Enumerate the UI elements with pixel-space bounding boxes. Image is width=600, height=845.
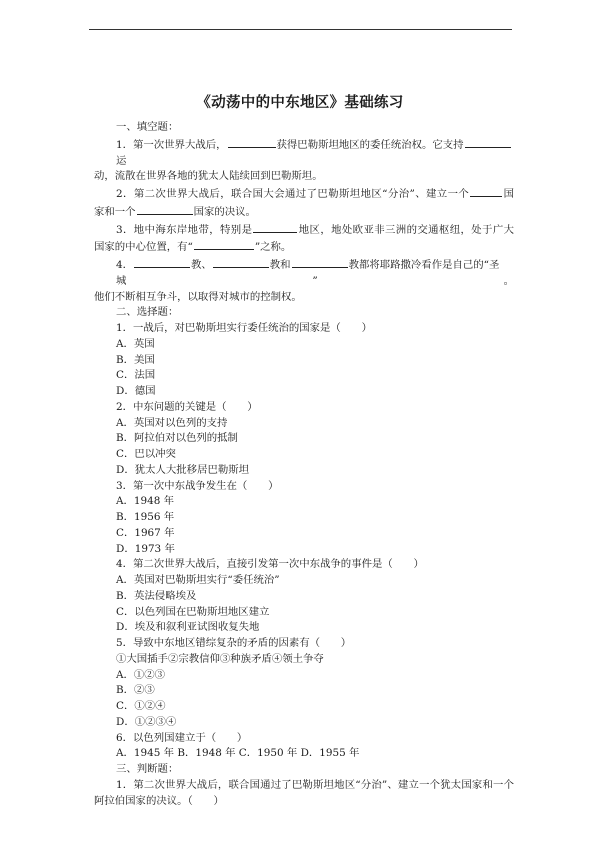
choice-option: A．英国对巴勒斯坦实行“委任统治” xyxy=(116,574,280,586)
answer-blank[interactable] xyxy=(137,203,193,215)
choice-option: A．英国对以色列的支持 xyxy=(116,416,228,429)
answer-blank[interactable] xyxy=(213,256,269,268)
header-rule xyxy=(89,29,512,30)
choice-option: B．②③ xyxy=(116,684,155,697)
choice-option: C．1967 年 xyxy=(116,526,175,539)
choice-question-5-stem: 5．导致中东地区错综复杂的矛盾的因素有（ ） xyxy=(116,637,352,649)
answer-blank[interactable] xyxy=(228,136,276,148)
choice-option: A．①②③ xyxy=(116,668,166,681)
section-heading-choice: 二、选择题： xyxy=(116,306,179,319)
choice-question-6-stem: 6．以色列国建立于（ ） xyxy=(116,731,248,744)
choice-option: B．阿拉伯对以色列的抵制 xyxy=(116,432,238,445)
choice-option: A．英国 xyxy=(116,337,155,350)
fill-question-4-line-2: 他们不断相互争斗，以取得对城市的控制权。 xyxy=(94,290,302,303)
answer-blank[interactable] xyxy=(253,221,297,233)
page-title: 《动荡中的中东地区》基础练习 xyxy=(196,94,404,111)
choice-option: B．1956 年 xyxy=(116,511,175,523)
choice-option: B．英法侵略埃及 xyxy=(116,589,197,602)
fill-question-2-line-1: 2．第二次世界大战后，联合国大会通过了巴勒斯坦地区“分治”、建立一个 国 xyxy=(94,185,514,203)
fill-question-3-line-2: 国家的中心位置，有“ ”之称。 xyxy=(94,238,514,256)
choice-question-3-stem: 3．第一次中东战争发生在（ ） xyxy=(116,479,279,492)
answer-blank[interactable] xyxy=(134,256,190,268)
choice-question-6-options: A．1945 年 B．1948 年 C．1950 年 D．1955 年 xyxy=(116,747,360,760)
fill-question-1-line-2: 动，流散在世界各地的犹太人陆续回到巴勒斯坦。 xyxy=(94,170,323,183)
choice-option: D．犹太人大批移居巴勒斯坦 xyxy=(116,463,250,476)
choice-option: D．德国 xyxy=(116,385,156,397)
section-heading-judge: 三、判断题： xyxy=(116,763,179,775)
judge-question-1-line-2: 阿拉伯国家的决议。（ ） xyxy=(94,794,224,807)
answer-blank[interactable] xyxy=(194,238,254,250)
choice-question-5-factors: ①大国插手②宗教信仰③种族矛盾④领土争夺 xyxy=(116,652,324,665)
answer-blank[interactable] xyxy=(292,256,348,268)
answer-blank[interactable] xyxy=(465,136,511,148)
choice-question-1-stem: 1．一战后，对巴勒斯坦实行委任统治的国家是（ ） xyxy=(116,322,372,334)
choice-option: D．埃及和叙利亚试图收复失地 xyxy=(116,621,260,634)
choice-question-2-stem: 2．中东问题的关键是（ ） xyxy=(116,400,258,413)
fill-question-3-line-1: 3．地中海东岸地带，特别是 地区，地处欧亚非三洲的交通枢纽，处于广大 xyxy=(94,221,514,239)
choice-option: C．巴以冲突 xyxy=(116,448,176,460)
choice-option: D．1973 年 xyxy=(116,542,175,555)
fill-question-4-line-1: 4． 教、 教和 教都将耶路撒冷看作是自己的“圣城”。 xyxy=(94,256,514,290)
choice-option: C．法国 xyxy=(116,369,156,382)
answer-blank[interactable] xyxy=(470,185,502,197)
choice-option: C．以色列国在巴勒斯坦地区建立 xyxy=(116,605,270,618)
section-heading-fill: 一、填空题： xyxy=(116,121,179,133)
choice-question-4-stem: 4．第二次世界大战后，直接引发第一次中东战争的事件是（ ） xyxy=(116,558,424,571)
choice-option: C．①②④ xyxy=(116,700,166,712)
fill-question-2-line-2: 家和一个 国家的决议。 xyxy=(94,203,514,221)
choice-option: B．美国 xyxy=(116,353,155,366)
document-body xyxy=(94,120,514,809)
choice-option: A．1948 年 xyxy=(116,495,175,508)
fill-question-1-line-1: 1．第一次世界大战后， 获得巴勒斯坦地区的委任统治权。它支持运 xyxy=(94,136,514,170)
judge-question-1-line-1: 1．第二次世界大战后，联合国通过了巴勒斯坦地区“分治”、建立一个犹太国家和一个 xyxy=(116,778,514,791)
choice-option: D．①②③④ xyxy=(116,715,177,728)
